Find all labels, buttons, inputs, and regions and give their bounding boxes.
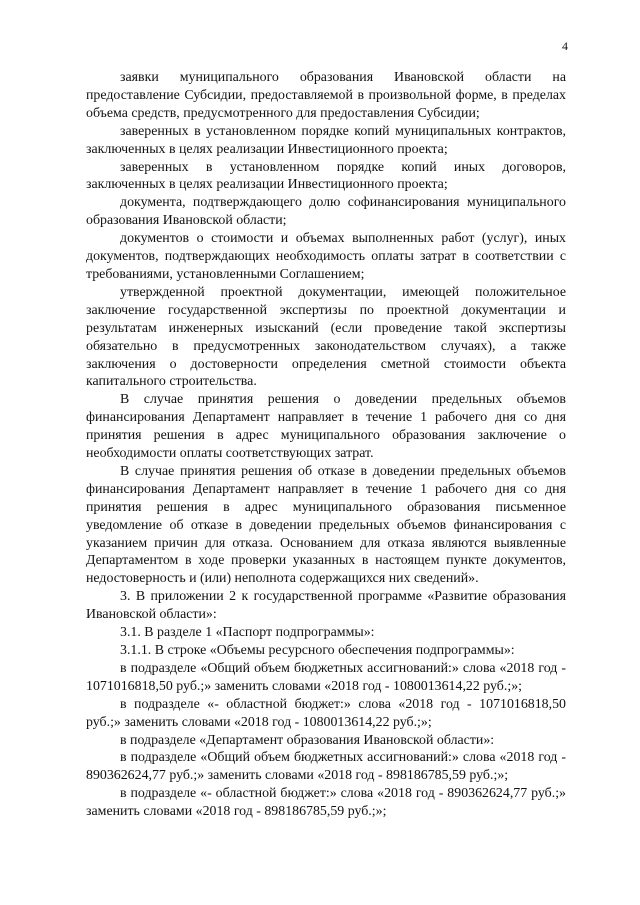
paragraph: утвержденной проектной документации, имеющей положительное заключение государственной экспертизы по проектной документации и результатам инженерных изысканий (если проведение такой экспертизы обязательно в предусмотренных законодательством случаях), а также заключения о достоверности определения сметной стоимости объекта капитального строительства.	[86, 284, 566, 390]
paragraph: 3.1.1. В строке «Объемы ресурсного обеспечения подпрограммы»:	[120, 643, 515, 658]
paragraph: в подразделе «Общий объем бюджетных ассигнований:» слова «2018 год - 1071016818,50 руб.;» заменить словами «2018 год - 1080013614,22 руб.;»;	[86, 660, 566, 694]
paragraph: В случае принятия решения о доведении предельных объемов финансирования Департамент направляет в течение 1 рабочего дня со дня принятия решения в адрес муниципального образования заключение о необходимости оплаты соответствующих затрат.	[86, 392, 566, 462]
document-body	[86, 69, 566, 821]
paragraph: в подразделе «Общий объем бюджетных ассигнований:» слова «2018 год - 890362624,77 руб.;» заменить словами «2018 год - 898186785,59 руб.;»;	[86, 750, 566, 784]
paragraph: в подразделе «- областной бюджет:» слова «2018 год - 1071016818,50 руб.;» заменить словами «2018 год - 1080013614,22 руб.;»;	[86, 696, 566, 730]
paragraph: 3. В приложении 2 к государственной программе «Развитие образования Ивановской области»:	[86, 589, 566, 623]
page-number: 4	[562, 39, 568, 53]
paragraph: В случае принятия решения об отказе в доведении предельных объемов финансирования Департамент направляет в течение 1 рабочего дня со дня принятия решения в адрес муниципального образования письменное уведомление об отказе в доведении предельных объемов финансирования с указанием причин для отказа. Основанием для отказа являются выявленные Департаментом в ходе проверки указанных в настоящем пункте документов, недостоверность и (или) неполнота содержащихся них сведений».	[86, 463, 566, 587]
paragraph: документов о стоимости и объемах выполненных работ (услуг), иных документов, подтверждающих необходимость оплаты затрат в соответствии с требованиями, установленными Соглашением;	[86, 231, 566, 282]
paragraph: заверенных в установленном порядке копий муниципальных контрактов, заключенных в целях реализации Инвестиционного проекта;	[86, 123, 566, 157]
paragraph: в подразделе «- областной бюджет:» слова «2018 год - 890362624,77 руб.;» заменить словами «2018 год - 898186785,59 руб.;»;	[86, 786, 566, 820]
paragraph: в подразделе «Департамент образования Ивановской области»:	[120, 732, 495, 748]
paragraph: документа, подтверждающего долю софинансирования муниципального образования Ивановской области;	[86, 195, 566, 229]
paragraph: заверенных в установленном порядке копий иных договоров, заключенных в целях реализации Инвестиционного проекта;	[86, 159, 566, 193]
paragraph: 3.1. В разделе 1 «Паспорт подпрограммы»:	[120, 625, 375, 641]
paragraph: заявки муниципального образования Ивановской области на предоставление Субсидии, предоставляемой в произвольной форме, в пределах объема средств, предусмотренного для предоставления Субсидии;	[86, 70, 566, 121]
